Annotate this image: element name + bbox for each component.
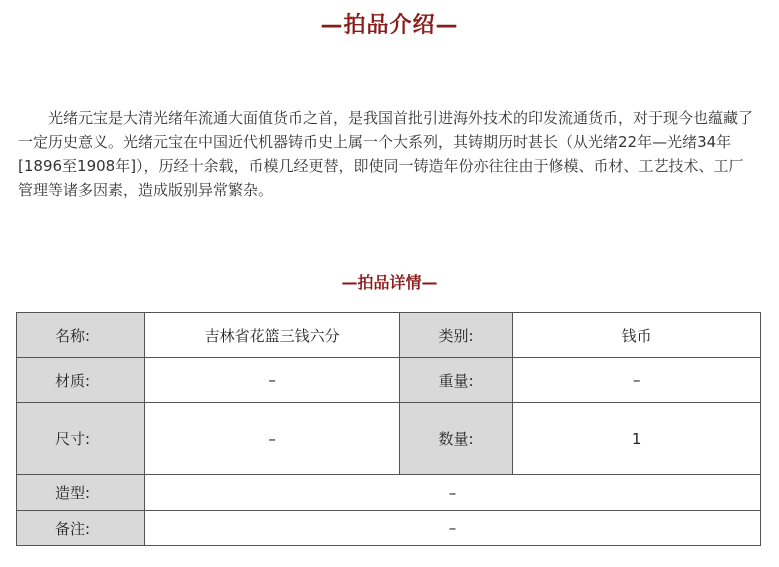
details-section-title: —拍品详情— — [341, 273, 438, 292]
shape-label: 造型: — [17, 475, 145, 511]
details-table — [16, 312, 761, 546]
table-row — [17, 475, 761, 511]
table-row — [17, 511, 761, 546]
category-value: 钱币 — [513, 313, 761, 358]
size-label: 尺寸: — [17, 403, 145, 475]
material-value: – — [144, 358, 400, 403]
name-value: 吉林省花篮三钱六分 — [144, 313, 400, 358]
material-label: 材质: — [17, 358, 145, 403]
weight-label: 重量: — [400, 358, 513, 403]
remarks-value: – — [144, 511, 760, 546]
shape-value: – — [144, 475, 760, 511]
intro-paragraph: 光绪元宝是大清光绪年流通大面值货币之首，是我国首批引进海外技术的印发流通货币，对于现今也蕴藏了一定历史意义。光绪元宝在中国近代机器铸币史上属一个大系列，其铸期历时甚长（从光绪22年—光绪34年[1896至1908年]），历经十余载，币模几经更替，即使同一铸造年份亦往往由于修模、币材、工艺技术、工厂管理等诸多因素，造成版别异常繁杂。 — [18, 109, 754, 199]
intro-section-title: —拍品介绍— — [320, 13, 459, 38]
weight-value: – — [513, 358, 761, 403]
size-value: – — [144, 403, 400, 475]
name-label: 名称: — [17, 313, 145, 358]
table-row — [17, 313, 761, 358]
table-row — [17, 403, 761, 475]
remarks-label: 备注: — [17, 511, 145, 546]
quantity-value: 1 — [513, 403, 761, 475]
table-row — [17, 358, 761, 403]
quantity-label: 数量: — [400, 403, 513, 475]
category-label: 类别: — [400, 313, 513, 358]
